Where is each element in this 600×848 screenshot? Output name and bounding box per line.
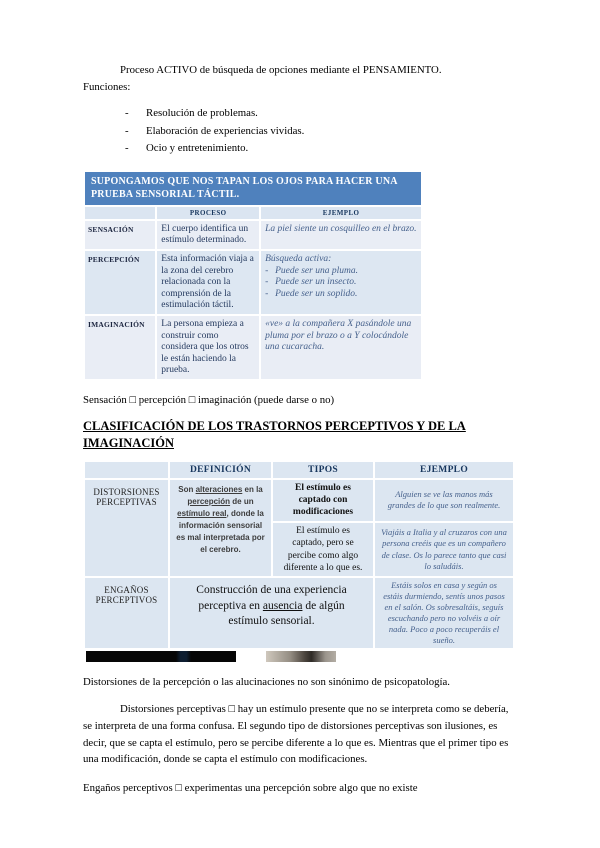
definition-text: , donde la información sensorial es mal interpretada por el cerebro. — [176, 508, 265, 554]
tipo-cell: El estímulo es captado con modificaciones — [272, 479, 374, 522]
ejemplo-item-text: - Puede ser un insecto. — [275, 277, 357, 288]
ejemplo-item-text: - Puede ser una pluma. — [275, 265, 358, 276]
functions-list — [125, 105, 517, 156]
proceso-cell: El cuerpo identifica un estímulo determinado. — [156, 220, 260, 251]
definition-text: en la — [242, 484, 263, 494]
definition-text: Construcción de una experiencia perceptiva en — [196, 584, 347, 612]
definition-text: de un — [230, 496, 254, 506]
list-item-text: - Resolución de problemas. — [146, 107, 258, 120]
ejemplo-cell: Viajáis a Italia y al cruzaros con una persona creéis que es un compañero de clase. Os lo parece tanto que casi lo saludáis. — [374, 522, 514, 577]
ejemplo-cell: La piel siente un cosquilleo en el brazo. — [260, 220, 422, 251]
definicion-cell — [169, 577, 374, 649]
proceso-cell: La persona empieza a construir como considera que los otros le están haciendo la prueba. — [156, 315, 260, 380]
row-label: DISTORSIONES PERCEPTIVAS — [84, 479, 169, 577]
list-item-text: - Ocio y entretenimiento. — [146, 141, 249, 154]
list-item — [125, 140, 517, 157]
intro-paragraph: Proceso ACTIVO de búsqueda de opciones mediante el PENSAMIENTO. — [120, 64, 442, 76]
list-item — [125, 105, 517, 122]
column-header-ejemplo: EJEMPLO — [374, 461, 514, 479]
table-row-distorsiones — [84, 479, 514, 522]
functions-label: Funciones: — [83, 80, 131, 93]
column-header-definicion: DEFINICIÓN — [169, 461, 272, 479]
ejemplo-item — [265, 289, 417, 300]
ejemplo-intro: Búsqueda activa: — [265, 254, 332, 265]
ejemplo-item — [265, 266, 417, 277]
partial-image-strip — [86, 651, 236, 662]
ejemplo-cell — [260, 250, 422, 315]
ejemplo-item-text: - Puede ser un soplido. — [275, 288, 358, 299]
section-heading: CLASIFICACIÓN DE LOS TRASTORNOS PERCEPTIVOS Y DE LA IMAGINACIÓN — [83, 419, 466, 450]
underlined-term: estímulo real — [177, 508, 227, 518]
column-header-tipos: TIPOS — [272, 461, 374, 479]
row-label: SENSACIÓN — [84, 220, 156, 251]
table-row-sensacion — [84, 220, 422, 251]
list-item — [125, 123, 517, 140]
ejemplo-cell: Estáis solos en casa y según os estáis durmiendo, sentís unos pasos en el salón. Os sobresaltáis, seguís escuchando pero no volvéis a oír nada. Poco a poco recuperáis el sueño. — [374, 577, 514, 649]
table-header-row — [84, 461, 514, 479]
sensory-test-table — [83, 170, 423, 382]
table-header-row — [84, 206, 422, 220]
distorsiones-paragraph: Distorsiones perceptivas □ hay un estímulo presente que no se interpreta como se debería, se interpreta de una forma confusa. El segundo tipo de distorsiones perceptivas son ilusiones, es decir, que se capta el estímulo, pero se percibe diferente a lo que es. Mientras que el primer tipo es una modificación, donde se capta el estímulo con modificaciones. — [83, 703, 509, 766]
row-label: IMAGINACIÓN — [84, 315, 156, 380]
empty-header-cell — [84, 461, 169, 479]
ejemplo-cell: «ve» a la compañera X pasándole una pluma por el brazo o a Y colocándole una cucaracha. — [260, 315, 422, 380]
table-title: SUPONGAMOS QUE NOS TAPAN LOS OJOS PARA HACER UNA PRUEBA SENSORIAL TÁCTIL. — [84, 171, 422, 206]
tipo-cell: El estímulo es captado, pero se percibe como algo diferente a lo que es. — [272, 522, 374, 577]
underlined-term: ausencia — [262, 599, 303, 612]
table-row-enganos — [84, 577, 514, 649]
definition-text: de algún estímulo sensorial. — [228, 599, 345, 628]
cropped-images-row — [83, 650, 517, 665]
ejemplo-cell: Alguien se ve las manos más grandes de lo que son realmente. — [374, 479, 514, 522]
underlined-term: percepción — [187, 496, 231, 506]
row-label: PERCEPCIÓN — [84, 250, 156, 315]
definition-text: Son — [178, 484, 196, 494]
list-item-text: - Elaboración de experiencias vividas. — [146, 124, 305, 137]
table-title-row — [84, 171, 422, 206]
sequence-line: Sensación □ percepción □ imaginación (puede darse o no) — [83, 394, 335, 407]
enganos-paragraph: Engaños perceptivos □ experimentas una percepción sobre algo que no existe — [83, 782, 418, 795]
table-row-percepcion — [84, 250, 422, 315]
row-label: ENGAÑOS PERCEPTIVOS — [84, 577, 169, 649]
partial-image-strip — [266, 651, 336, 662]
empty-header-cell — [84, 206, 156, 220]
ejemplo-item — [265, 277, 417, 288]
column-header-proceso: PROCESO — [156, 206, 260, 220]
column-header-ejemplo: EJEMPLO — [260, 206, 422, 220]
disorders-table — [83, 460, 515, 651]
definicion-cell — [169, 479, 272, 577]
note-paragraph: Distorsiones de la percepción o las alucinaciones no son sinónimo de psicopatología. — [83, 676, 451, 689]
proceso-cell: Esta información viaja a la zona del cerebro relacionada con la comprensión de la estimulación táctil. — [156, 250, 260, 315]
underlined-term: alteraciones — [195, 484, 243, 494]
table-row-imaginacion — [84, 315, 422, 380]
